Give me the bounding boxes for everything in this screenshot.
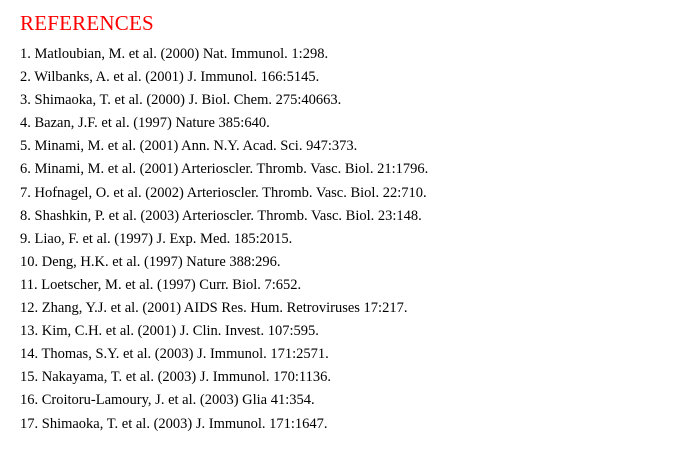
references-list (20, 43, 686, 436)
reference-item: 15. Nakayama, T. et al. (2003) J. Immunol. 170:1136. (20, 369, 332, 386)
reference-item: 14. Thomas, S.Y. et al. (2003) J. Immunol. 171:2571. (20, 346, 329, 363)
reference-item: 10. Deng, H.K. et al. (1997) Nature 388:296. (20, 253, 281, 270)
reference-item: 9. Liao, F. et al. (1997) J. Exp. Med. 185:2015. (20, 230, 293, 247)
reference-item: 3. Shimaoka, T. et al. (2000) J. Biol. Chem. 275:40663. (20, 92, 342, 109)
reference-item: 17. Shimaoka, T. et al. (2003) J. Immunol. 171:1647. (20, 415, 328, 432)
reference-item: 4. Bazan, J.F. et al. (1997) Nature 385:640. (20, 115, 270, 132)
reference-item: 5. Minami, M. et al. (2001) Ann. N.Y. Acad. Sci. 947:373. (20, 138, 358, 155)
reference-item: 12. Zhang, Y.J. et al. (2001) AIDS Res. Hum. Retroviruses 17:217. (20, 300, 408, 317)
reference-item: 6. Minami, M. et al. (2001) Arterioscler. Thromb. Vasc. Biol. 21:1796. (20, 161, 429, 178)
reference-item: 11. Loetscher, M. et al. (1997) Curr. Biol. 7:652. (20, 276, 302, 293)
reference-item: 13. Kim, C.H. et al. (2001) J. Clin. Invest. 107:595. (20, 323, 319, 340)
reference-item: 1. Matloubian, M. et al. (2000) Nat. Immunol. 1:298. (20, 46, 329, 62)
reference-item: 2. Wilbanks, A. et al. (2001) J. Immunol. 166:5145. (20, 69, 320, 86)
references-heading: REFERENCES (20, 11, 154, 35)
reference-item: 7. Hofnagel, O. et al. (2002) Arterioscler. Thromb. Vasc. Biol. 22:710. (20, 184, 427, 201)
reference-item: 8. Shashkin, P. et al. (2003) Arterioscler. Thromb. Vasc. Biol. 23:148. (20, 207, 422, 224)
reference-item: 16. Croitoru-Lamoury, J. et al. (2003) Glia 41:354. (20, 392, 315, 409)
